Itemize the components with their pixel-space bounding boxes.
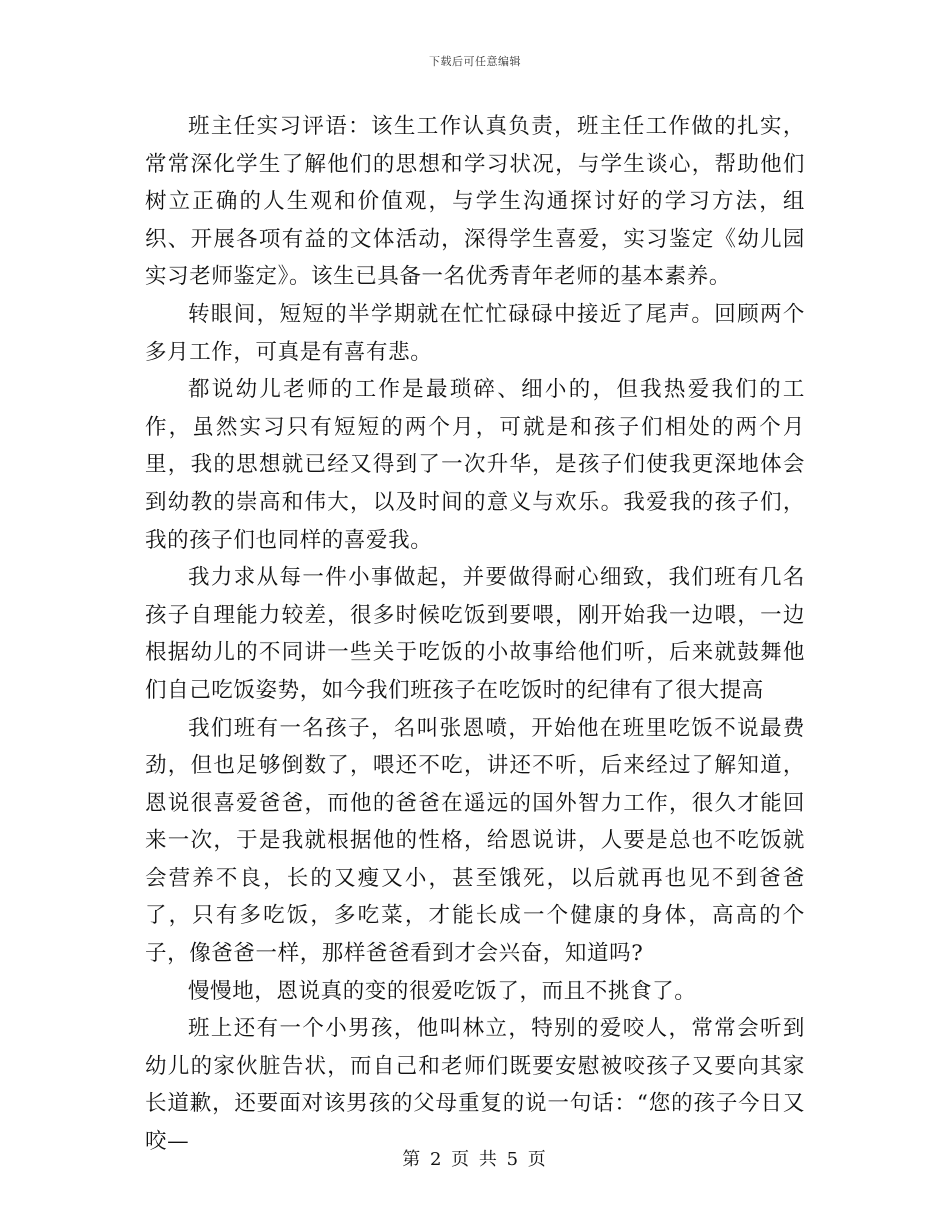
paragraph-love-work: 都说幼儿老师的工作是最琐碎、细小的，但我热爱我们的工作，虽然实习只有短短的两个月，可就是和孩子们相处的两个月里，我的思想就已经又得到了一次升华，是孩子们使我更深地体会到幼教的崇高和伟大，以及时间的意义与欢乐。我爱我的孩子们，我的孩子们也同样的喜爱我。 [145,377,805,553]
paragraph-eating-habits: 我力求从每一件小事做起，并要做得耐心细致，我们班有几名孩子自理能力较差，很多时候吃饭到要喂，刚开始我一边喂，一边根据幼儿的不同讲一些关于吃饭的小故事给他们听，后来就鼓舞他们自己吃饭姿势，如今我们班孩子在吃饭时的纪律有了很大提高 [145,565,805,703]
page-header-note: 下载后可任意编辑 [429,55,521,68]
document-body [145,108,805,1161]
paragraph-review: 转眼间，短短的半学期就在忙忙碌碌中接近了尾声。回顾两个多月工作，可真是有喜有悲。 [145,301,805,365]
paragraph-child-story: 我们班有一名孩子，名叫张恩喷，开始他在班里吃饭不说最费劲，但也足够倒数了，喂还不吃，讲还不听，后来经过了解知道，恩说很喜爱爸爸，而他的爸爸在遥远的国外智力工作，很久才能回来一次，于是我就根据他的性格，给恩说讲，人要是总也不吃饭就会营养不良，长的又瘦又小，甚至饿死，以后就再也见不到爸爸了，只有多吃饭，多吃菜，才能长成一个健康的身体，高高的个子，像爸爸一样，那样爸爸看到才会兴奋，知道吗? [145,715,805,967]
paragraph-biting-boy: 班上还有一个小男孩，他叫林立，特别的爱咬人，常常会听到幼儿的家伙脏告状，而自己和老师们既要安慰被咬孩子又要向其家长道歉，还要面对该男孩的父母重复的说一句话：“您的孩子今日又咬— [145,1016,805,1155]
page-number: 第 2 页 共 5 页 [402,1149,548,1170]
paragraph-progress: 慢慢地，恩说真的变的很爱吃饭了，而且不挑食了。 [188,978,697,1004]
paragraph-teacher-comment: 班主任实习评语：该生工作认真负责，班主任工作做的扎实，常常深化学生了解他们的思想和学习状况，与学生谈心，帮助他们树立正确的人生观和价值观，与学生沟通探讨好的学习方法，组织、开展各项有益的文体活动，深得学生喜爱，实习鉴定《幼儿园实习老师鉴定》。该生已具备一名优秀青年老师的基本素养。 [145,114,805,290]
